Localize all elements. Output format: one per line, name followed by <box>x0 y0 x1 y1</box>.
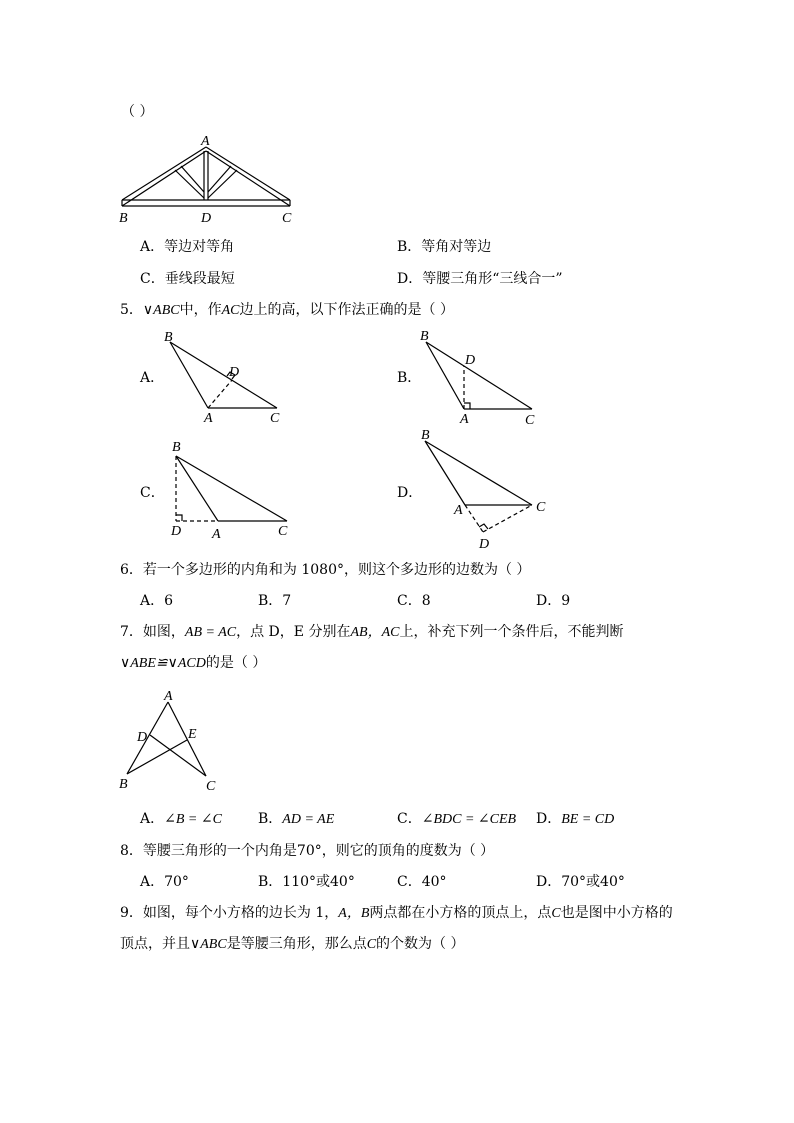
q9-stem-line1: 9．如图，每个小方格的边长为 1，A，B两点都在小方格的顶点上，点C也是图中小方格的 <box>120 905 673 921</box>
q5-option-b-label: B． <box>397 370 422 386</box>
q4-option-c: C．垂线段最短 <box>140 271 235 287</box>
q8-stem: 8．等腰三角形的一个内角是70°，则它的顶角的度数为（ ） <box>120 843 495 859</box>
q8-option-a: A．70° <box>140 874 189 890</box>
truss-label-D: D <box>201 211 212 226</box>
q6-option-b: B．7 <box>258 593 292 609</box>
svg-text:B: B <box>421 428 430 443</box>
q8-option-b: B．110°或40° <box>258 874 355 890</box>
svg-text:D: D <box>465 353 476 368</box>
q6-option-a: A．6 <box>140 593 174 609</box>
q9-stem-line2: 顶点，并且∨ABC是等腰三角形，那么点C的个数为（ ） <box>120 936 465 952</box>
q7-stem-line2: ∨ABE≌∨ACD的是（ ） <box>120 655 267 671</box>
q6-stem: 6．若一个多边形的内角和为 1080°，则这个多边形的边数为（ ） <box>120 562 531 578</box>
q7-stem-line1: 7．如图，AB = AC，点 D，E 分别在AB，AC上，补充下列一个条件后，不能判断 <box>120 624 624 640</box>
q5-option-d-label: D． <box>397 485 423 501</box>
svg-text:C: C <box>206 779 216 794</box>
q7-option-c: C．∠BDC = ∠CEB <box>397 811 517 827</box>
svg-text:C: C <box>525 413 535 428</box>
q5-stem: 5．∨ABC中，作AC边上的高，以下作法正确的是（ ） <box>120 302 454 318</box>
svg-text:C: C <box>278 524 288 539</box>
q7-option-d: D．BE = CD <box>536 811 615 827</box>
q6-option-c: C．8 <box>397 593 431 609</box>
q5-option-c-label: C． <box>140 485 165 501</box>
q5-option-a-label: A． <box>140 370 165 386</box>
q4-option-a: A．等边对等角 <box>140 239 235 255</box>
svg-text:A: A <box>164 689 173 704</box>
q4-option-b: B．等角对等边 <box>397 239 492 255</box>
q8-option-d: D．70°或40° <box>536 874 625 890</box>
q8-option-c: C．40° <box>397 874 447 890</box>
svg-text:E: E <box>188 727 197 742</box>
svg-text:A: A <box>212 527 221 542</box>
svg-text:D: D <box>171 524 182 539</box>
truss-label-A: A <box>201 134 210 149</box>
svg-text:D: D <box>479 537 490 552</box>
truss-label-C: C <box>282 211 292 226</box>
svg-text:D: D <box>229 365 240 380</box>
svg-text:C: C <box>270 411 280 426</box>
svg-text:B: B <box>420 329 429 344</box>
q4-option-d: D．等腰三角形“三线合一” <box>397 271 563 287</box>
q7-option-b: B．AD = AE <box>258 811 335 827</box>
truss-label-B: B <box>119 211 128 226</box>
q4-answer-paren: （ ） <box>121 104 154 120</box>
q7-option-a: A．∠B = ∠C <box>140 811 222 827</box>
svg-text:D: D <box>137 730 148 745</box>
svg-text:A: A <box>454 503 463 518</box>
svg-text:B: B <box>119 777 128 792</box>
svg-text:B: B <box>164 330 173 345</box>
svg-text:B: B <box>172 440 181 455</box>
svg-text:A: A <box>204 411 213 426</box>
svg-text:A: A <box>460 412 469 427</box>
q6-option-d: D．9 <box>536 593 571 609</box>
svg-text:C: C <box>536 500 546 515</box>
